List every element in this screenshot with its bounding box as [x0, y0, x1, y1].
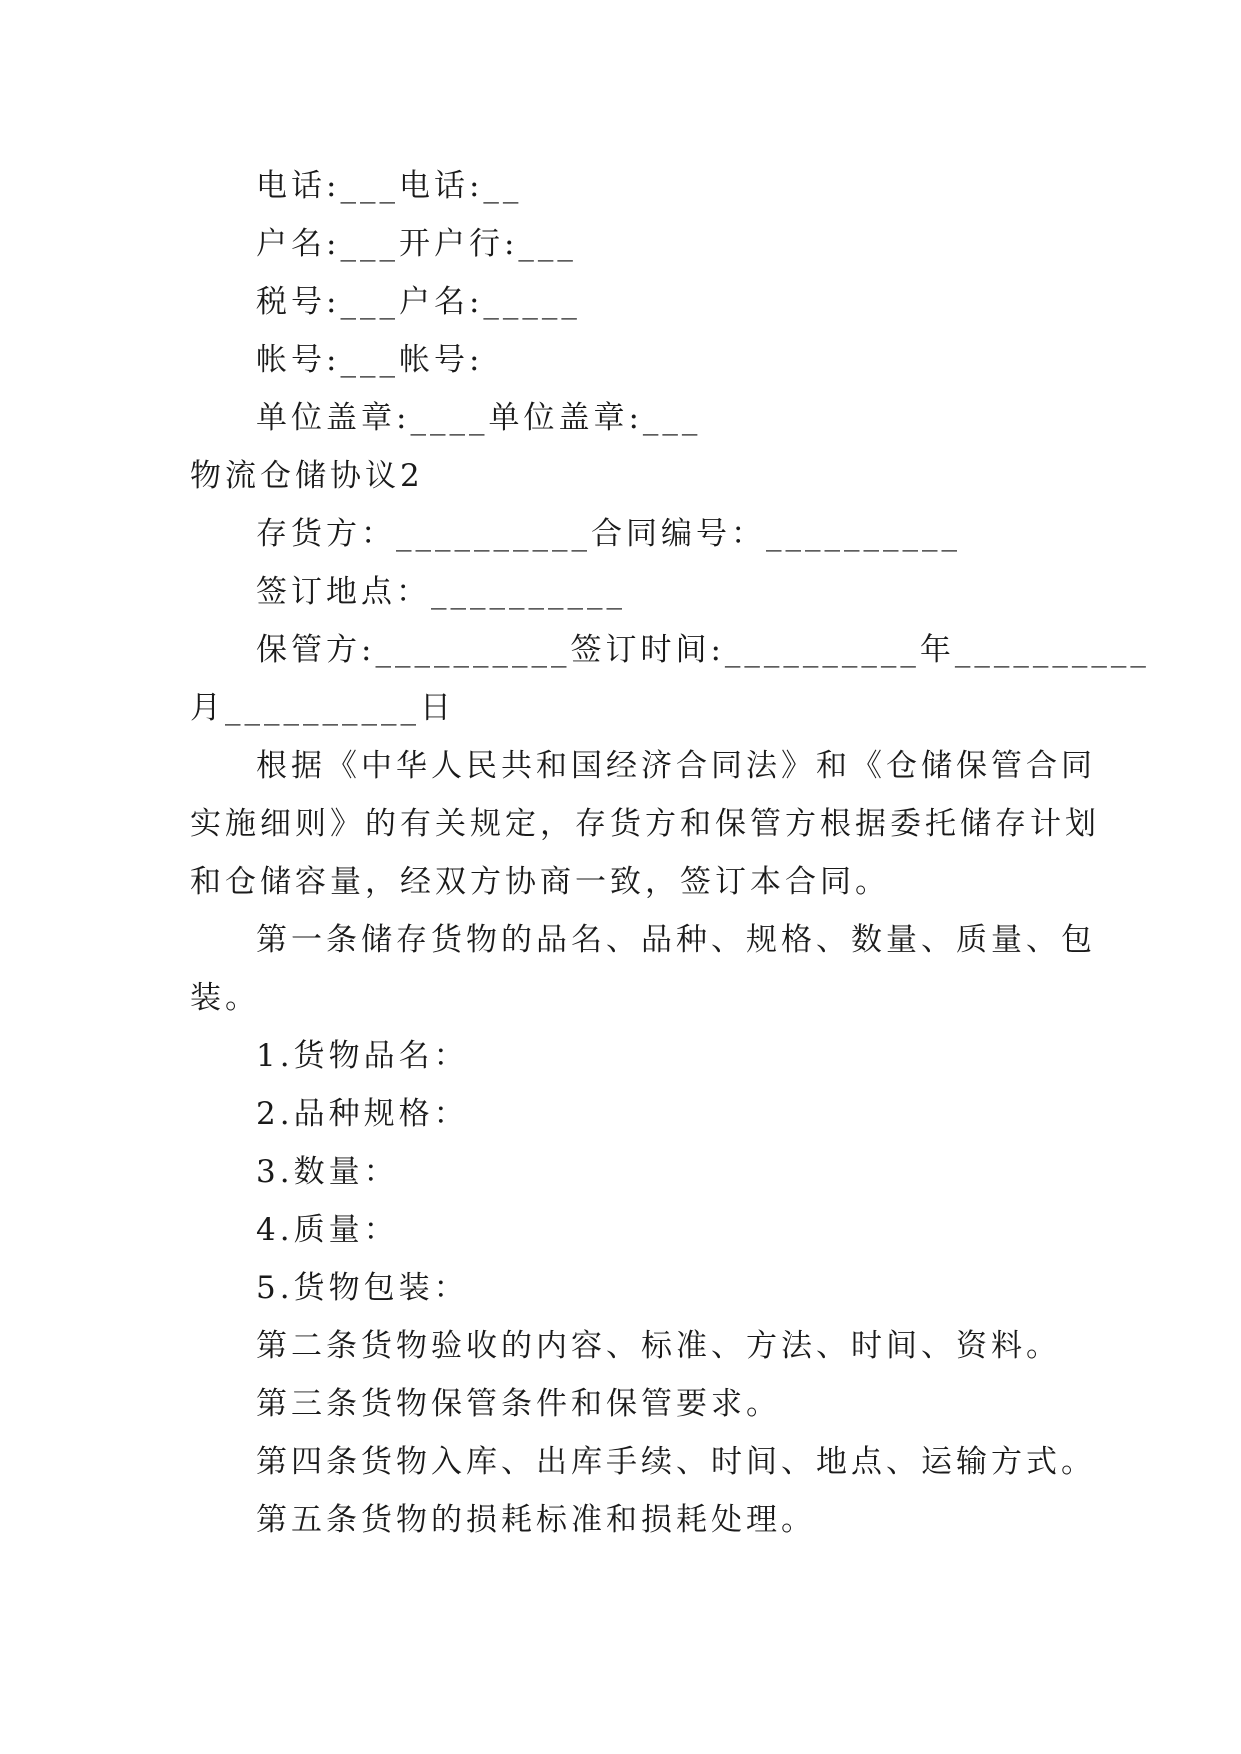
company-seal-line: 单位盖章:____单位盖章:___	[256, 400, 702, 436]
article-3: 第三条货物保管条件和保管要求。	[256, 1386, 781, 1422]
item-goods-name: 1.货物品名：	[256, 1038, 469, 1074]
article-1-line-1: 第一条储存货物的品名、品种、规格、数量、质量、包	[256, 922, 1096, 958]
signing-place-line: 签订地点：__________	[256, 574, 626, 610]
item-quality: 4.质量：	[256, 1212, 399, 1248]
account-number-line: 帐号:___帐号:	[256, 342, 484, 378]
depositor-contract-number-line: 存货方：__________合同编号：__________	[256, 516, 961, 552]
item-variety-spec: 2.品种规格：	[256, 1096, 469, 1132]
article-2: 第二条货物验收的内容、标准、方法、时间、资料。	[256, 1328, 1061, 1364]
tax-number-line: 税号:___户名:_____	[256, 284, 581, 320]
article-5: 第五条货物的损耗标准和损耗处理。	[256, 1502, 816, 1538]
preamble-line-1: 根据《中华人民共和国经济合同法》和《仓储保管合同	[256, 748, 1096, 784]
preamble-line-3: 和仓储容量，经双方协商一致，签订本合同。	[190, 864, 890, 900]
account-name-bank-line: 户名:___开户行:___	[256, 226, 577, 262]
item-packaging: 5.货物包装：	[256, 1270, 469, 1306]
article-1-line-2: 装。	[190, 980, 260, 1016]
preamble-line-2: 实施细则》的有关规定，存货方和保管方根据委托储存计划	[190, 806, 1100, 842]
signing-date-continued-line: 月__________日	[190, 690, 455, 726]
contact-phone-line: 电话:___电话:__	[256, 168, 523, 204]
agreement-title: 物流仓储协议2	[190, 458, 424, 494]
custodian-signing-date-line: 保管方:__________签订时间:__________年__________	[256, 632, 1150, 668]
article-4: 第四条货物入库、出库手续、时间、地点、运输方式。	[256, 1444, 1096, 1480]
item-quantity: 3.数量：	[256, 1154, 399, 1190]
